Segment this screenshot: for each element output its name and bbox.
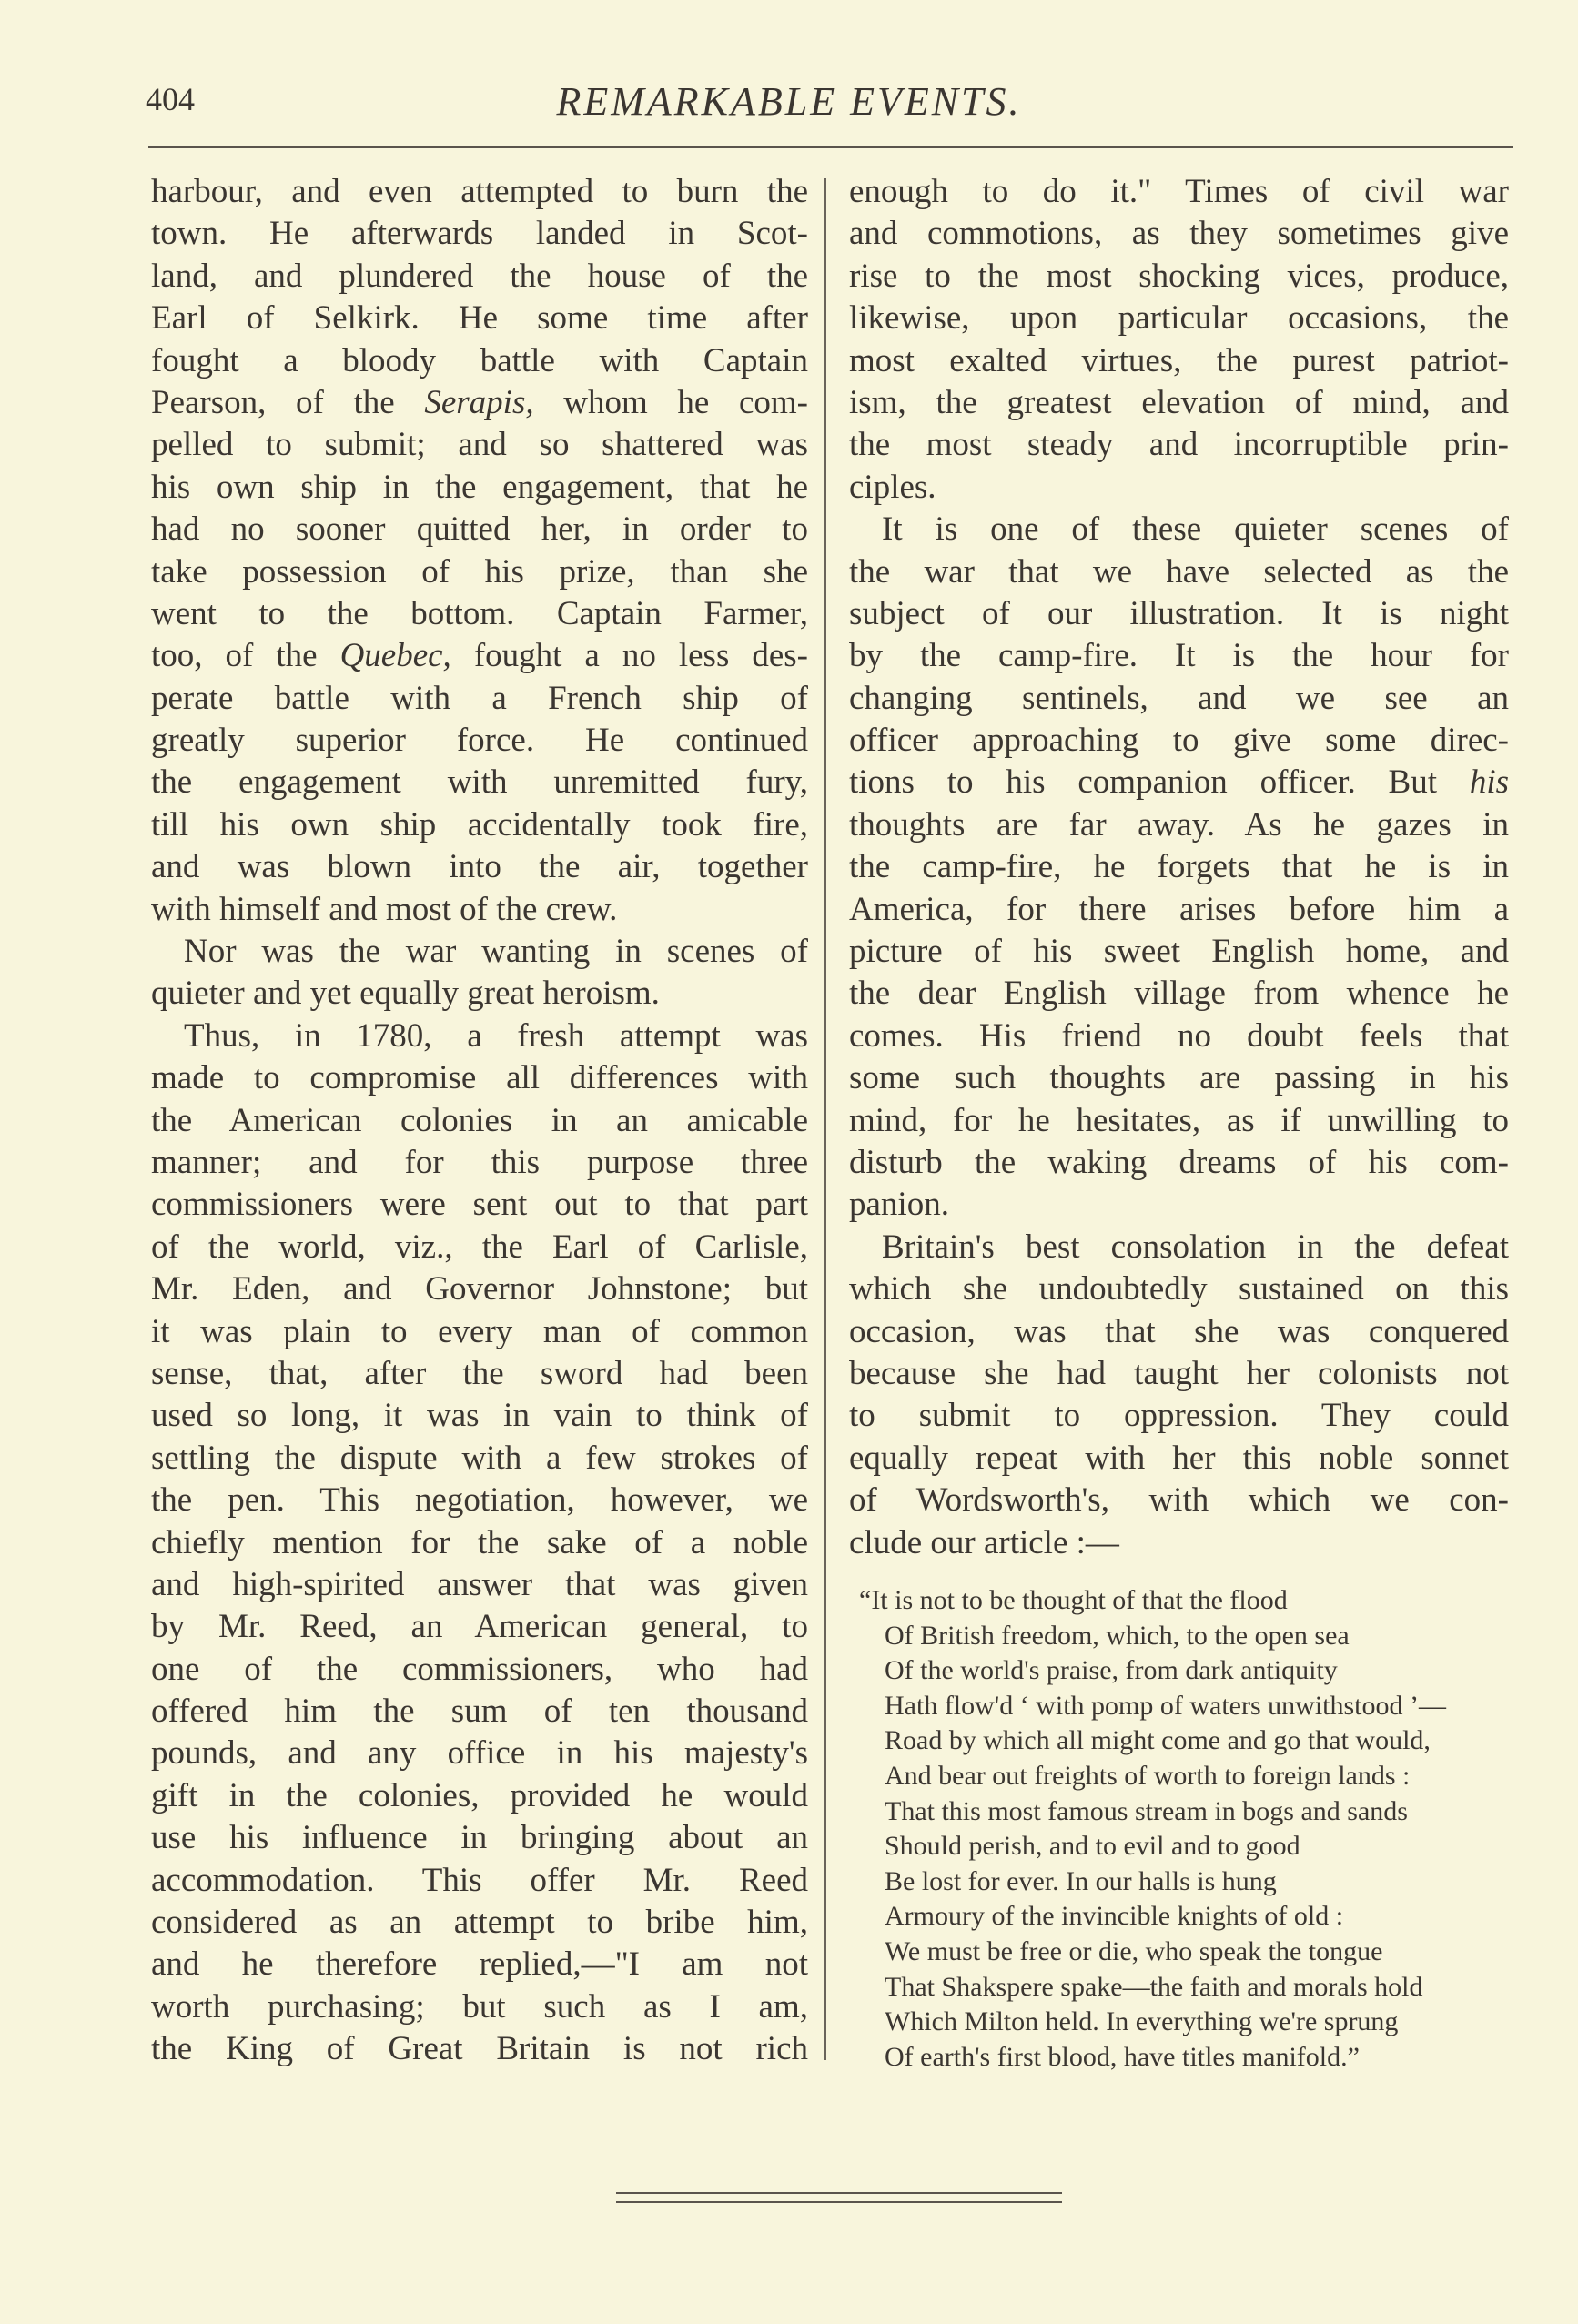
text-line: of the world, viz., the Earl of Carlisle,: [151, 1228, 808, 1266]
text-segment: tions to his companion officer. But: [849, 763, 1470, 802]
poem-line: Armoury of the invincible knights of old :: [885, 1901, 1344, 1932]
text-line: the American colonies in an amicable: [151, 1101, 808, 1139]
text-line: it was plain to every man of common: [151, 1312, 808, 1350]
text-segment: whom he com-: [533, 383, 808, 421]
italic-ship-name: Serapis,: [424, 383, 534, 421]
text-line: his own ship in the engagement, that he: [151, 468, 808, 506]
text-line: manner; and for this purpose three: [151, 1143, 808, 1181]
poem-line: Be lost for ever. In our halls is hung: [885, 1865, 1277, 1896]
text-line: till his own ship accidentally took fire,: [151, 805, 808, 844]
text-segment: Pearson, of the: [151, 383, 425, 421]
text-line: land, and plundered the house of the: [151, 257, 808, 295]
text-line: used so long, it was in vain to think of: [151, 1397, 808, 1435]
text-line: thoughts are far away. As he gazes in: [849, 805, 1509, 844]
text-line: Mr. Eden, and Governor Johnstone; but: [151, 1270, 808, 1309]
text-line: had no sooner quitted her, in order to: [151, 510, 808, 549]
text-line: the most steady and incorruptible prin-: [849, 426, 1509, 464]
text-line: officer approaching to give some direc-: [849, 722, 1509, 760]
text-line: use his influence in bringing about an: [151, 1819, 808, 1857]
text-line: clude our article :—: [849, 1523, 1119, 1561]
text-line: fought a bloody battle with Captain: [151, 341, 808, 379]
text-line: pounds, and any office in his majesty's: [151, 1734, 808, 1773]
text-line: harbour, and even attempted to burn the: [151, 173, 808, 210]
poem-line: Which Milton held. In everything we're sprung: [885, 2006, 1399, 2037]
text-line: by Mr. Reed, an American general, to: [151, 1608, 808, 1646]
text-line: and commotions, as they sometimes give: [849, 215, 1509, 253]
text-line: Britain's best consolation in the defeat: [882, 1228, 1509, 1266]
poem-line: That Shakspere spake—the faith and morals hold: [885, 1971, 1423, 2002]
text-segment: fought a no less des-: [450, 637, 808, 675]
text-line: [151, 382, 808, 424]
end-rule-bottom: [616, 2201, 1062, 2203]
text-line: greatly superior force. He continued: [151, 722, 808, 760]
text-line: It is one of these quieter scenes of: [882, 510, 1509, 549]
text-line: the dear English village from whence he: [849, 975, 1509, 1013]
text-line: perate battle with a French ship of: [151, 679, 808, 717]
text-line: occasion, was that she was conquered: [849, 1312, 1509, 1350]
poem-line: We must be free or die, who speak the tongue: [885, 1935, 1383, 1966]
text-line: ism, the greatest elevation of mind, and: [849, 383, 1509, 421]
text-line: equally repeat with her this noble sonnet: [849, 1439, 1509, 1477]
text-line: changing sentinels, and we see an: [849, 679, 1509, 717]
text-line: offered him the sum of ten thousand: [151, 1692, 808, 1731]
page-number: 404: [146, 81, 195, 117]
right-column: [849, 171, 1509, 1564]
text-line: settling the dispute with a few strokes of: [151, 1439, 808, 1477]
text-line: most exalted virtues, the purest patriot-: [849, 341, 1509, 379]
poem-line: Should perish, and to evil and to good: [885, 1831, 1300, 1862]
text-line: the King of Great Britain is not rich: [151, 2030, 808, 2068]
text-line: made to compromise all differences with: [151, 1059, 808, 1097]
text-line: [151, 635, 808, 677]
poem-line: Of the world's praise, from dark antiquity: [885, 1655, 1338, 1686]
text-line: because she had taught her colonists not: [849, 1354, 1509, 1392]
sonnet-quotation: [859, 1583, 1446, 2075]
text-line: disturb the waking dreams of his com-: [849, 1143, 1509, 1181]
end-rule-top: [616, 2192, 1062, 2194]
text-line: commissioners were sent out to that part: [151, 1186, 808, 1224]
text-line: the pen. This negotiation, however, we: [151, 1481, 808, 1520]
text-line: the war that we have selected as the: [849, 552, 1509, 591]
text-line: comes. His friend no doubt feels that: [849, 1016, 1509, 1055]
poem-line: Road by which all might come and go that would,: [885, 1725, 1431, 1756]
column-divider: [824, 178, 826, 2060]
text-line: gift in the colonies, provided he would: [151, 1776, 808, 1814]
text-line: rise to the most shocking vices, produce,: [849, 257, 1509, 295]
poem-line: That this most famous stream in bogs and sands: [885, 1795, 1408, 1826]
text-line: and he therefore replied,—"I am not: [151, 1945, 808, 1984]
text-line: pelled to submit; and so shattered was: [151, 426, 808, 464]
text-line: quieter and yet equally great heroism.: [151, 975, 660, 1013]
text-line: considered as an attempt to bribe him,: [151, 1904, 808, 1942]
text-line: Earl of Selkirk. He some time after: [151, 299, 808, 338]
poem-line: And bear out freights of worth to foreign lands :: [885, 1760, 1411, 1791]
text-line: mind, for he hesitates, as if unwilling to: [849, 1101, 1509, 1139]
text-line: worth purchasing; but such as I am,: [151, 1987, 808, 2026]
header-rule: [148, 146, 1513, 148]
poem-line: Of British freedom, which, to the open sea: [885, 1620, 1350, 1651]
text-line: accommodation. This offer Mr. Reed: [151, 1861, 808, 1899]
text-line: chiefly mention for the sake of a noble: [151, 1523, 808, 1561]
text-line: with himself and most of the crew.: [151, 890, 618, 928]
text-line: likewise, upon particular occasions, the: [849, 299, 1509, 338]
text-line: some such thoughts are passing in his: [849, 1059, 1509, 1097]
left-column: [151, 171, 808, 2071]
italic-ship-name: Quebec,: [339, 637, 451, 675]
poem-line: “It is not to be thought of that the flood: [859, 1585, 1288, 1615]
text-line: picture of his sweet English home, and: [849, 933, 1509, 971]
text-segment: too, of the: [151, 637, 340, 675]
text-line: panion.: [849, 1186, 949, 1224]
text-line: and high-spirited answer that was given: [151, 1565, 808, 1603]
text-line: to submit to oppression. They could: [849, 1397, 1509, 1435]
text-line: take possession of his prize, than she: [151, 552, 808, 591]
text-line: sense, that, after the sword had been: [151, 1354, 808, 1392]
text-line: went to the bottom. Captain Farmer,: [151, 594, 808, 632]
text-line: Nor was the war wanting in scenes of: [184, 933, 808, 971]
text-line: Thus, in 1780, a fresh attempt was: [184, 1016, 808, 1055]
running-title: REMARKABLE EVENTS.: [556, 79, 1022, 124]
italic-ship-name: his: [1469, 763, 1509, 802]
text-line: by the camp-fire. It is the hour for: [849, 637, 1509, 675]
text-line: subject of our illustration. It is night: [849, 594, 1509, 632]
text-line: the engagement with unremitted fury,: [151, 763, 808, 802]
text-line: and was blown into the air, together: [151, 848, 808, 886]
text-line: [849, 762, 1509, 803]
text-line: America, for there arises before him a: [849, 890, 1509, 928]
text-line: which she undoubtedly sustained on this: [849, 1270, 1509, 1309]
text-line: the camp-fire, he forgets that he is in: [849, 848, 1509, 886]
text-line: one of the commissioners, who had: [151, 1650, 808, 1688]
poem-line: Of earth's first blood, have titles manifold.”: [885, 2041, 1360, 2072]
text-line: town. He afterwards landed in Scot-: [151, 215, 808, 253]
text-line: ciples.: [849, 468, 936, 506]
poem-line: Hath flow'd ‘ with pomp of waters unwithstood ’—: [885, 1690, 1446, 1721]
text-line: of Wordsworth's, with which we con-: [849, 1481, 1509, 1520]
text-line: enough to do it." Times of civil war: [849, 173, 1509, 210]
